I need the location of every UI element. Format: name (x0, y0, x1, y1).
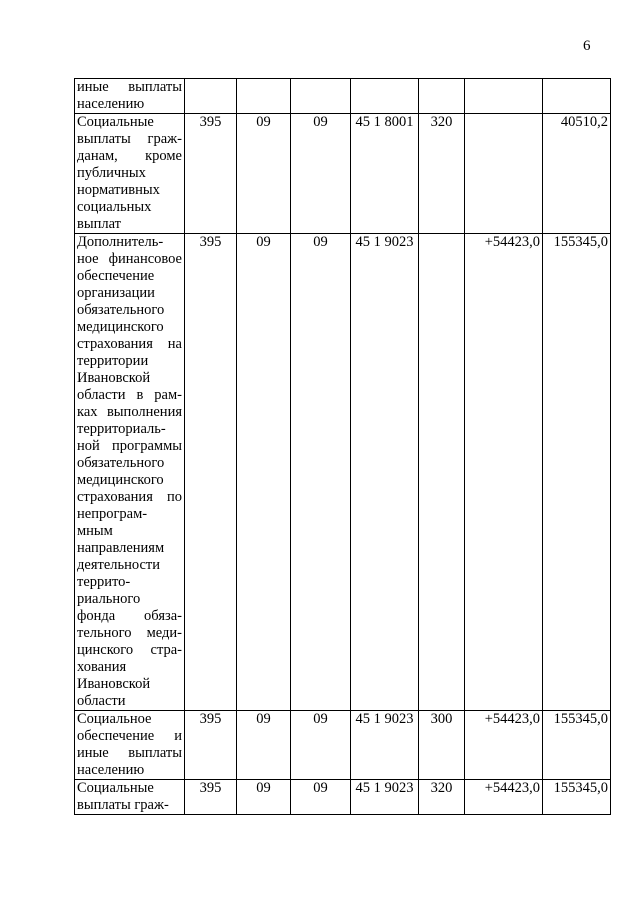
name-line: публичных (77, 165, 146, 181)
name-line: Социальные (77, 780, 154, 796)
cell-section: 09 (237, 780, 291, 815)
name-line: тельного меди- (77, 625, 182, 641)
cell-target-article: 45 1 8001 (351, 114, 419, 234)
name-line: страхования на (77, 336, 182, 352)
cell-target-article (351, 79, 419, 114)
cell-expense-type (419, 79, 465, 114)
cell-section: 09 (237, 114, 291, 234)
name-line: данам, кроме (77, 148, 182, 164)
name-line: социальных (77, 199, 152, 215)
cell-expense-name (75, 780, 185, 815)
name-line: направлениям (77, 540, 165, 556)
name-line: иные выплаты (77, 745, 182, 761)
cell-expense-name (75, 711, 185, 780)
name-line: организации (77, 285, 155, 301)
table-row (75, 79, 611, 114)
cell-expense-name (75, 234, 185, 711)
name-line: области (77, 693, 126, 709)
name-line: ной программы (77, 438, 182, 454)
name-line: Ивановской (77, 676, 151, 692)
cell-subsection: 09 (291, 114, 351, 234)
name-line: обязательного (77, 302, 165, 318)
cell-total-amount: 40510,2 (543, 114, 611, 234)
cell-change-amount: +54423,0 (465, 780, 543, 815)
cell-change-amount: +54423,0 (465, 234, 543, 711)
name-line: населению (77, 762, 145, 778)
table-row (75, 711, 611, 780)
cell-subsection: 09 (291, 234, 351, 711)
cell-target-article: 45 1 9023 (351, 711, 419, 780)
name-line: страхования по (77, 489, 182, 505)
name-line: Социальное (77, 711, 152, 727)
table-row (75, 780, 611, 815)
cell-expense-type: 320 (419, 114, 465, 234)
cell-change-amount (465, 114, 543, 234)
cell-change-amount: +54423,0 (465, 711, 543, 780)
name-line: обеспечение (77, 268, 155, 284)
budget-table (74, 78, 611, 815)
cell-target-article: 45 1 9023 (351, 780, 419, 815)
name-line: населению (77, 96, 145, 112)
name-line: риального (77, 591, 141, 607)
table-row (75, 234, 611, 711)
cell-subsection: 09 (291, 780, 351, 815)
name-line: медицинского (77, 472, 164, 488)
name-line: территориаль- (77, 421, 166, 437)
cell-total-amount: 155345,0 (543, 234, 611, 711)
cell-subsection (291, 79, 351, 114)
name-line: ках выполнения (77, 404, 182, 420)
cell-grbs: 395 (185, 711, 237, 780)
name-line: нормативных (77, 182, 160, 198)
name-line: выплаты граж- (77, 797, 169, 813)
cell-change-amount (465, 79, 543, 114)
name-line: иные выплаты (77, 79, 182, 95)
name-line: террито- (77, 574, 131, 590)
cell-subsection: 09 (291, 711, 351, 780)
cell-section: 09 (237, 234, 291, 711)
cell-expense-type (419, 234, 465, 711)
name-line: обеспечение и (77, 728, 182, 744)
cell-target-article: 45 1 9023 (351, 234, 419, 711)
cell-grbs: 395 (185, 234, 237, 711)
name-line: цинского стра- (77, 642, 182, 658)
cell-total-amount: 155345,0 (543, 780, 611, 815)
cell-total-amount (543, 79, 611, 114)
cell-expense-type: 300 (419, 711, 465, 780)
name-line: медицинского (77, 319, 164, 335)
name-line: области в рам- (77, 387, 182, 403)
name-line: Ивановской (77, 370, 151, 386)
cell-expense-name (75, 79, 185, 114)
cell-grbs: 395 (185, 114, 237, 234)
name-line: Социальные (77, 114, 154, 130)
name-line: выплат (77, 216, 121, 232)
cell-expense-type: 320 (419, 780, 465, 815)
name-line: фонда обяза- (77, 608, 182, 624)
name-line: территории (77, 353, 149, 369)
cell-grbs (185, 79, 237, 114)
name-line: деятельности (77, 557, 161, 573)
cell-expense-name (75, 114, 185, 234)
page-number: 6 (583, 38, 591, 54)
name-line: Дополнитель- (77, 234, 164, 250)
name-line: обязательного (77, 455, 165, 471)
name-line: ное финансовое (77, 251, 182, 267)
name-line: непрограм- (77, 506, 148, 522)
name-line: хования (77, 659, 127, 675)
name-line: мным (77, 523, 113, 539)
cell-section (237, 79, 291, 114)
cell-grbs: 395 (185, 780, 237, 815)
name-line: выплаты граж- (77, 131, 182, 147)
cell-section: 09 (237, 711, 291, 780)
cell-total-amount: 155345,0 (543, 711, 611, 780)
table-row (75, 114, 611, 234)
